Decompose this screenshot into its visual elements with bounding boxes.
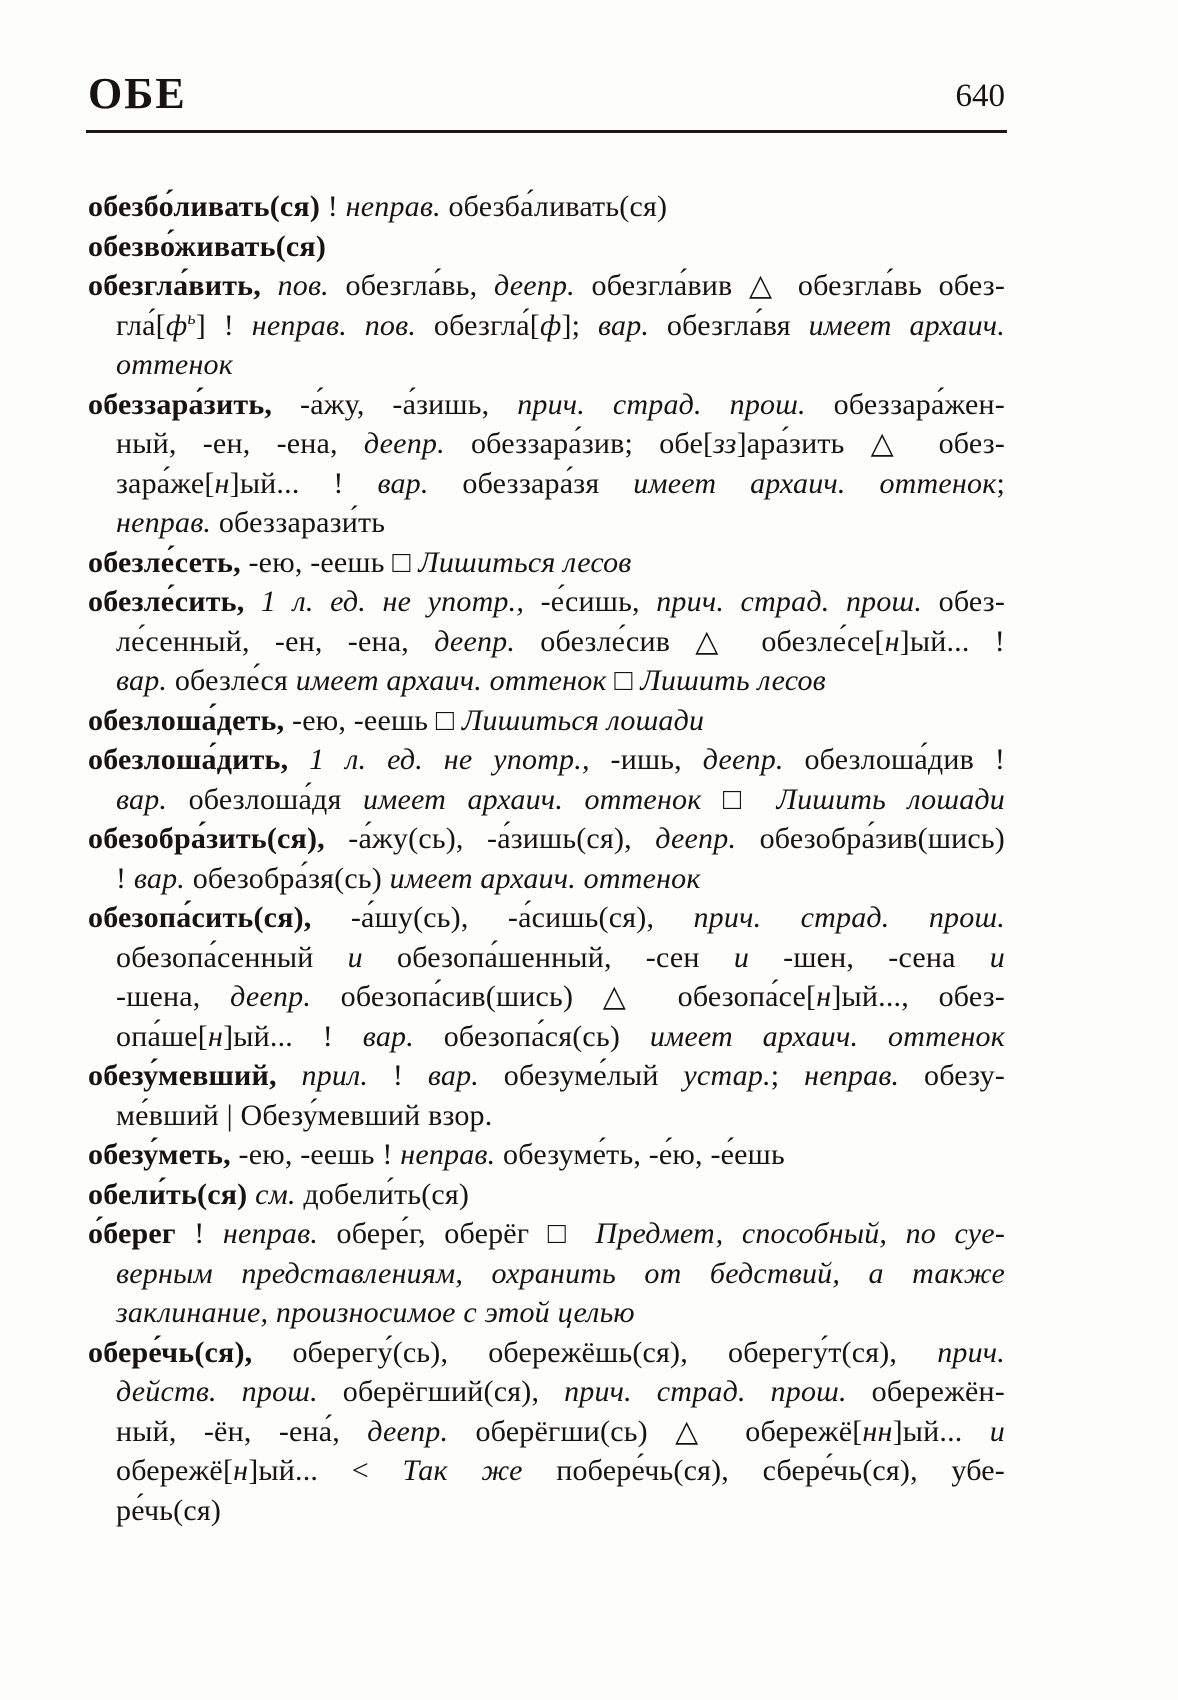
text-segment: зара́же[ [116,466,215,500]
text-segment: прич. страд. прош. [693,901,1005,934]
text-segment: деепр. [702,743,784,776]
text-segment: -а́жу(сь), -а́зишь(ся), [324,822,656,855]
text-segment: ! [175,1217,223,1250]
text-segment: имеет архаич. оттенок [389,861,701,895]
entry-line [88,938,1005,978]
entry-line [88,701,1005,741]
dictionary-entry [88,898,1005,1056]
headword: обели́ть(ся) [88,1177,248,1211]
text-segment: ]ый... ! [223,1019,363,1053]
text-segment [277,1059,302,1092]
text-segment: прич. [937,1335,1005,1369]
text-segment: действ. прош. [116,1375,318,1408]
text-segment: н [816,980,832,1013]
text-segment: Лишить лесов [640,664,826,697]
text-segment: н [214,466,230,500]
text-segment: имеет архаич. оттенок [633,466,997,500]
text-segment: деепр. [494,269,575,302]
entry-line [88,1333,1005,1373]
text-segment: обезле́ся [167,664,296,697]
text-segment: гла́[ [116,308,166,342]
text-segment: и [733,940,750,974]
text-segment: прил. [301,1059,369,1092]
text-segment: деепр. [363,427,445,460]
text-segment: обезобра́зя(сь) [185,861,390,895]
text-segment: н [884,624,900,658]
text-segment: ме́вший | Обезу́мевший взор. [116,1098,493,1132]
text-segment: неправ. [400,1138,496,1171]
text-segment [247,1178,255,1211]
entry-line [88,1017,1005,1057]
text-segment: обезопа́сенный [116,940,348,974]
entry-line [88,424,1005,464]
text-segment: -ею, -еешь □ [284,703,462,737]
dictionary-entry [88,187,1005,227]
text-segment: имеет архаич. оттенок [295,664,607,697]
text-segment: обережё[ [116,1454,234,1487]
entry-line [88,582,1005,622]
entry-line [88,622,1005,662]
text-segment: обезуме́ть, -е́ю, -е́ешь [495,1138,785,1171]
entry-line [88,1451,1005,1491]
text-segment: пов. [277,269,329,302]
headword: обезобра́зить(ся), [88,822,325,855]
text-segment: вар. [427,1059,479,1092]
text-segment: вар. [116,664,168,697]
entry-line [88,227,1005,267]
text-segment: обезопа́ся(сь) [413,1019,650,1053]
text-segment: -ею, -еешь ! [230,1138,401,1171]
entry-line [88,1175,1005,1215]
text-segment: и [989,940,1005,974]
text-segment: обезопа́сив(шись) △ обезопа́се[ [311,980,817,1013]
text-segment: верным представлениям, охранить от бедствий, а также [116,1256,1005,1290]
text-segment: прич. страд. прош. [656,585,923,618]
entry-line [88,1412,1005,1452]
text-segment: деепр. [367,1414,449,1448]
text-segment: ]ый... < [248,1454,403,1487]
dictionary-entry [88,819,1005,898]
text-segment [244,585,261,618]
entry-line [88,543,1005,583]
headword: обезлоша́дить, [88,743,289,776]
headword: обезбо́ливать(ся) [88,190,321,223]
dictionary-body [88,187,1005,1530]
headword: обезгла́вить, [88,269,261,302]
dictionary-entry [88,385,1005,543]
text-segment: вар. [597,308,650,342]
text-segment: обере́г, оберёг □ [318,1217,596,1250]
text-segment: -шена, [116,980,231,1013]
entry-line [88,1056,1005,1096]
entry-line [88,780,1005,820]
text-segment: обезу- [899,1059,1005,1092]
text-segment: обезлоша́дя [167,782,363,816]
text-segment [261,269,278,302]
text-segment: деепр. [434,624,516,658]
entry-line [88,1096,1005,1136]
text-segment: Лишиться лесов [418,545,632,579]
text-segment: обезгла́[ [416,308,540,342]
text-segment: -шен, -сена [749,940,990,974]
entry-line [88,187,1005,227]
text-segment: оттенок [116,348,233,381]
text-segment: обезле́сив △ обезле́се[ [515,624,885,658]
text-segment: ] ! [195,308,252,342]
text-segment: обережён- [846,1375,1006,1408]
dictionary-entry [88,1175,1005,1215]
text-segment: обез- [922,585,1006,618]
page-header [88,70,1005,118]
dictionary-entry [88,543,1005,583]
dictionary-entry [88,582,1005,701]
text-segment: ; [770,1059,805,1092]
headword: обеззара́зить, [88,387,273,421]
text-segment: Лишиться лошади [461,703,705,737]
text-segment: Так же [402,1454,523,1487]
dictionary-entry [88,1333,1005,1531]
text-segment: нн [862,1414,893,1448]
entry-line [88,1491,1005,1531]
text-segment: неправ. [116,506,212,539]
text-segment: обезлоша́див ! [783,743,1006,776]
text-segment: и [347,940,363,974]
headword: обезу́меть, [88,1138,231,1171]
text-segment: обеззара́зив; обе[ [444,427,714,460]
text-segment: оберёгший(ся), [317,1375,565,1408]
text-segment: ф [165,308,188,342]
entry-line [88,1254,1005,1294]
headword: обезопа́сить(ся), [88,901,312,934]
headword: обезво́живать(ся) [88,229,327,263]
text-segment: имеет архаич. [808,308,1005,342]
entry-line [88,503,1005,543]
headword: обезу́мевший, [88,1059,277,1092]
page-number: 640 [955,78,1005,114]
text-segment: обезгла́вив △ обезгла́вь обез- [574,269,1006,302]
headword: обезлоша́деть, [88,703,285,737]
entry-line [88,661,1005,701]
text-segment: Лишить лошади [776,782,1005,816]
entry-line [88,306,1005,346]
text-segment: ! [368,1059,428,1092]
text-segment: -ишь, [589,743,703,776]
entry-line [88,819,1005,859]
text-segment: Предмет, способный, по суе- [595,1217,1006,1250]
text-segment: неправ. пов. [251,308,417,342]
text-segment: обезуме́лый [478,1059,684,1092]
entry-line [88,977,1005,1017]
text-segment: 1 л. ед. не употр., [260,585,525,618]
entry-line [88,464,1005,504]
text-segment: деепр. [655,822,737,855]
entry-line [88,1214,1005,1254]
text-segment: оберегу́(сь), обережёшь(ся), оберегу́т(ся), [252,1335,938,1369]
text-segment: ; [996,466,1005,500]
text-segment: обеззарази́ть [211,506,386,539]
text-segment: ь [187,307,196,328]
text-segment: прич. страд. прош. [564,1375,847,1408]
text-segment: □ [701,782,777,816]
text-segment: -ею, -еешь □ [240,545,419,579]
text-segment: ]ый... ! [899,624,1005,658]
text-segment: побере́чь(ся), сбере́чь(ся), убе- [522,1454,1005,1487]
entry-line [88,385,1005,425]
running-head-catchword: ОБЕ [88,69,187,118]
text-segment: обеззара́жен- [805,387,1005,421]
text-segment: вар. [133,861,186,895]
text-segment: ]; [561,308,598,342]
text-segment: ный, -ён, -ена́, [116,1414,368,1448]
entry-line [88,740,1005,780]
text-segment: вар. [116,782,168,816]
text-segment: обезгла́вь, [328,269,494,302]
text-segment: ле́сенный, -ен, -ена, [116,624,435,658]
text-segment: имеет архаич. оттенок [362,782,702,816]
text-segment: ный, -ен, -ена, [116,427,364,460]
headword: обезле́сить, [88,585,245,618]
text-segment: ]ара́зить △ обез- [736,427,1005,460]
dictionary-entry [88,227,1005,267]
dictionary-entry [88,1135,1005,1175]
text-segment: деепр. [230,980,312,1013]
text-segment: неправ. [345,190,441,223]
text-segment: прич. страд. прош. [517,387,806,421]
text-segment: ре́чь(ся) [116,1493,222,1527]
entry-line [88,345,1005,385]
text-segment: □ [606,664,641,697]
text-segment: неправ. [222,1217,319,1250]
dictionary-entry [88,701,1005,741]
text-segment [288,743,309,776]
text-segment: вар. [362,1019,414,1053]
text-segment: зз [713,427,737,460]
text-segment: ! [116,861,134,895]
text-segment: -а́жу, -а́зишь, [272,387,518,421]
text-segment: 1 л. ед. не употр., [309,743,590,776]
text-segment: оберёгши(сь) △ обережё[ [448,1414,863,1448]
text-segment: см. [255,1177,296,1211]
entry-line [88,1135,1005,1175]
text-segment: обезба́ливать(ся) [440,190,668,223]
text-segment: неправ. [804,1059,900,1092]
text-segment: н [233,1454,249,1487]
dictionary-entry [88,740,1005,819]
text-segment: имеет архаич. оттенок [649,1019,1005,1053]
entry-line [88,1372,1005,1412]
header-rule [86,130,1007,133]
text-segment: ! [320,190,346,223]
entry-line [88,266,1005,306]
text-segment: ф [539,308,562,342]
text-segment: вар. [377,466,429,500]
text-segment: н [207,1019,224,1053]
text-segment: ]ый..., обез- [831,980,1005,1013]
dictionary-entry [88,266,1005,385]
text-segment: и [989,1414,1005,1448]
text-segment: обезобра́зив(шись) [736,822,1006,855]
text-segment: ]ый... ! [229,466,378,500]
text-segment: ]ый... [892,1414,990,1448]
headword: о́берег [88,1217,176,1250]
headword: обере́чь(ся), [88,1335,253,1369]
headword: обезле́сеть, [88,545,241,579]
text-segment: обезгла́вя [649,308,809,342]
entry-line [88,1293,1005,1333]
entry-line [88,859,1005,899]
text-segment: добели́ть(ся) [295,1177,470,1211]
text-segment: -а́шу(сь), -а́сишь(ся), [311,901,694,934]
text-segment: заклинание, произносимое с этой целью [116,1296,635,1329]
text-segment: устар. [683,1059,771,1092]
text-segment: обезопа́шенный, -сен [362,940,734,974]
text-segment: обеззара́зя [428,466,634,500]
dictionary-entry [88,1056,1005,1135]
text-segment: -е́сишь, [524,585,657,618]
dictionary-entry [88,1214,1005,1333]
text-segment: опа́ше[ [116,1019,208,1053]
entry-line [88,898,1005,938]
